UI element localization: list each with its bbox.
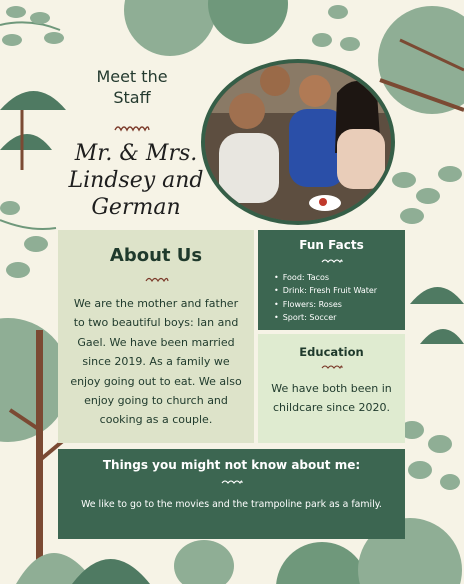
leaf-icon bbox=[6, 262, 30, 278]
tree-canopy bbox=[0, 134, 52, 150]
names-line: Mr. & Mrs. bbox=[74, 141, 198, 166]
leaf-icon bbox=[400, 208, 424, 224]
squiggle-divider bbox=[221, 479, 243, 485]
leaf-icon bbox=[340, 37, 360, 51]
staff-line: Staff bbox=[113, 88, 151, 107]
tree-canopy bbox=[410, 287, 464, 304]
fun-facts-title: Fun Facts bbox=[299, 238, 364, 252]
leaf-icon bbox=[312, 33, 332, 47]
leaf-icon bbox=[408, 461, 432, 479]
names-line: German bbox=[91, 195, 181, 220]
things-title: Things you might not know about me: bbox=[102, 458, 361, 472]
family-photo bbox=[201, 59, 395, 225]
tree-canopy bbox=[0, 91, 66, 110]
leaf-icon bbox=[440, 474, 460, 490]
names-line: Lindsey and bbox=[68, 168, 204, 193]
branch bbox=[0, 220, 56, 229]
fun-fact-item: • Drink: Fresh Fruit Water bbox=[274, 284, 377, 297]
leaf-icon bbox=[30, 12, 50, 24]
squiggle-divider bbox=[321, 258, 343, 264]
tree-canopy bbox=[276, 542, 368, 584]
leaf-icon bbox=[0, 201, 20, 215]
leaf-icon bbox=[438, 166, 462, 182]
leaf-icon bbox=[2, 34, 22, 46]
staff-names bbox=[48, 140, 224, 221]
leaf-icon bbox=[24, 236, 48, 252]
fun-fact-item: • Flowers: Roses bbox=[274, 298, 377, 311]
squiggle-divider bbox=[321, 364, 343, 370]
about-us-text: We are the mother and father to two beautiful boys: Ian and Gael. We have been married since 2019. As a family we enjoy going out to eat. We also enjoy going to church and cooking as a couple. bbox=[70, 297, 242, 427]
bush bbox=[174, 540, 234, 584]
leaf-icon bbox=[328, 5, 348, 19]
leaf-icon bbox=[44, 32, 64, 44]
tree-canopy bbox=[420, 329, 464, 344]
education-title: Education bbox=[299, 345, 364, 359]
fun-fact-item: • Food: Tacos bbox=[274, 271, 377, 284]
meet-line: Meet the bbox=[96, 67, 168, 86]
fun-fact-item: • Sport: Soccer bbox=[274, 311, 377, 324]
leaf-icon bbox=[428, 435, 452, 453]
fun-facts-list bbox=[274, 271, 377, 324]
tree-canopy bbox=[124, 0, 216, 56]
squiggle-divider bbox=[113, 124, 151, 132]
branch bbox=[0, 22, 60, 30]
leaf-icon bbox=[416, 188, 440, 204]
education-text: We have both been in childcare since 2020. bbox=[271, 382, 392, 414]
tree-canopy bbox=[208, 0, 288, 44]
tree-canopy bbox=[72, 559, 150, 584]
leaf-icon bbox=[392, 172, 416, 188]
education-panel bbox=[258, 334, 405, 443]
fun-facts-panel bbox=[258, 230, 405, 330]
about-us-panel bbox=[58, 230, 254, 443]
family-photo-illustration bbox=[205, 63, 391, 221]
about-us-title: About Us bbox=[109, 245, 203, 266]
things-panel bbox=[58, 449, 405, 539]
things-text: We like to go to the movies and the trampoline park as a family. bbox=[81, 499, 382, 510]
meet-the-staff-heading bbox=[62, 66, 202, 108]
squiggle-divider bbox=[145, 276, 169, 283]
tree-canopy bbox=[378, 6, 464, 114]
leaf-icon bbox=[6, 6, 26, 18]
